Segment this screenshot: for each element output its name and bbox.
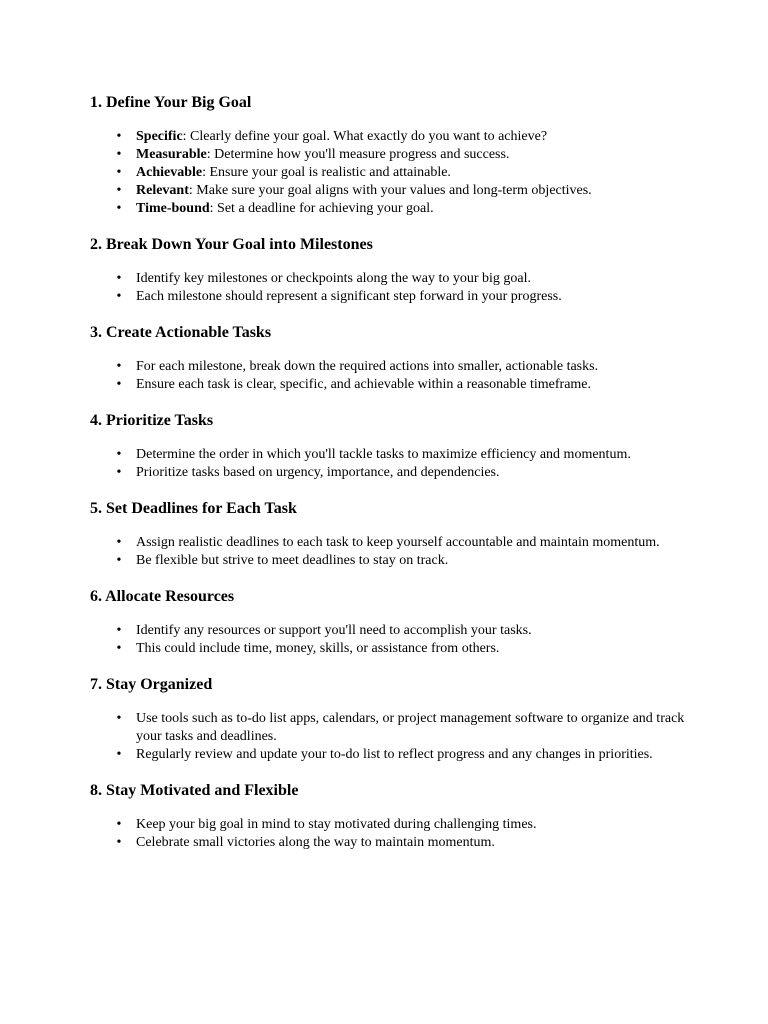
bullet-term: Time-bound [136,201,210,216]
list-item [90,128,690,146]
bullet-text: Prioritize tasks based on urgency, importance, and dependencies. [136,465,500,480]
list-item [90,710,690,746]
bullet-list [90,270,690,306]
bullet-icon: • [116,817,122,832]
bullet-text: : Clearly define your goal. What exactly do you want to achieve? [182,129,548,144]
section-heading: 4. Prioritize Tasks [90,412,214,429]
list-item [90,834,690,852]
bullet-icon: • [116,129,122,144]
list-item [90,746,690,764]
list-item [90,288,690,306]
bullet-list [90,534,690,570]
bullet-term: Relevant [136,183,189,198]
list-item [90,552,690,570]
bullet-icon: • [116,465,122,480]
list-item [90,164,690,182]
document-section [90,235,690,306]
bullet-text: Regularly review and update your to-do list to reflect progress and any changes in priorities. [136,747,653,762]
bullet-term: Measurable [136,147,207,162]
document-section [90,323,690,394]
bullet-text: : Make sure your goal aligns with your values and long-term objectives. [188,183,592,198]
bullet-icon: • [116,289,122,304]
list-item [90,446,690,464]
bullet-text: Assign realistic deadlines to each task to keep yourself accountable and maintain momentum. [136,535,660,550]
bullet-list [90,622,690,658]
bullet-term: Specific [136,129,183,144]
document-body [90,93,690,869]
bullet-icon: • [116,377,122,392]
bullet-text: Be flexible but strive to meet deadlines to stay on track. [136,553,449,568]
bullet-icon: • [116,747,122,762]
list-item [90,270,690,288]
list-item [90,146,690,164]
list-item [90,816,690,834]
bullet-text: Ensure each task is clear, specific, and achievable within a reasonable timeframe. [136,377,592,392]
bullet-text: Keep your big goal in mind to stay motivated during challenging times. [136,817,537,832]
bullet-text: : Ensure your goal is realistic and attainable. [202,165,451,180]
bullet-text: This could include time, money, skills, or assistance from others. [136,641,500,656]
list-item [90,464,690,482]
bullet-text: Use tools such as to-do list apps, calendars, or project management software to organize and track your tasks and deadlines. [136,711,685,744]
list-item [90,534,690,552]
bullet-icon: • [116,271,122,286]
document-section [90,93,690,218]
bullet-icon: • [116,183,122,198]
bullet-icon: • [116,147,122,162]
section-heading: 6. Allocate Resources [90,588,235,605]
bullet-text: Determine the order in which you'll tackle tasks to maximize efficiency and momentum. [136,447,631,462]
document-section [90,675,690,764]
bullet-list [90,710,690,764]
section-heading: 7. Stay Organized [90,676,213,693]
list-item [90,376,690,394]
section-heading: 3. Create Actionable Tasks [90,324,272,341]
list-item [90,640,690,658]
bullet-term: Achievable [136,165,203,180]
bullet-list [90,446,690,482]
list-item [90,358,690,376]
list-item [90,200,690,218]
bullet-list [90,128,690,218]
bullet-icon: • [116,711,122,726]
document-section [90,411,690,482]
document-section [90,587,690,658]
section-heading: 2. Break Down Your Goal into Milestones [90,236,373,253]
bullet-text: Each milestone should represent a significant step forward in your progress. [136,289,562,304]
bullet-icon: • [116,447,122,462]
bullet-text: Identify key milestones or checkpoints along the way to your big goal. [136,271,532,286]
list-item [90,622,690,640]
bullet-icon: • [116,535,122,550]
bullet-icon: • [116,165,122,180]
bullet-icon: • [116,835,122,850]
bullet-list [90,816,690,852]
bullet-icon: • [116,359,122,374]
bullet-icon: • [116,641,122,656]
document-section [90,781,690,852]
bullet-text: : Set a deadline for achieving your goal. [209,201,434,216]
section-heading: 1. Define Your Big Goal [90,94,252,111]
bullet-text: For each milestone, break down the required actions into smaller, actionable tasks. [136,359,599,374]
list-item [90,182,690,200]
bullet-text: Identify any resources or support you'll need to accomplish your tasks. [136,623,532,638]
bullet-icon: • [116,201,122,216]
section-heading: 8. Stay Motivated and Flexible [90,782,299,799]
bullet-list [90,358,690,394]
document-section [90,499,690,570]
bullet-icon: • [116,553,122,568]
bullet-icon: • [116,623,122,638]
bullet-text: Celebrate small victories along the way to maintain momentum. [136,835,495,850]
bullet-text: : Determine how you'll measure progress and success. [206,147,510,162]
section-heading: 5. Set Deadlines for Each Task [90,500,297,517]
